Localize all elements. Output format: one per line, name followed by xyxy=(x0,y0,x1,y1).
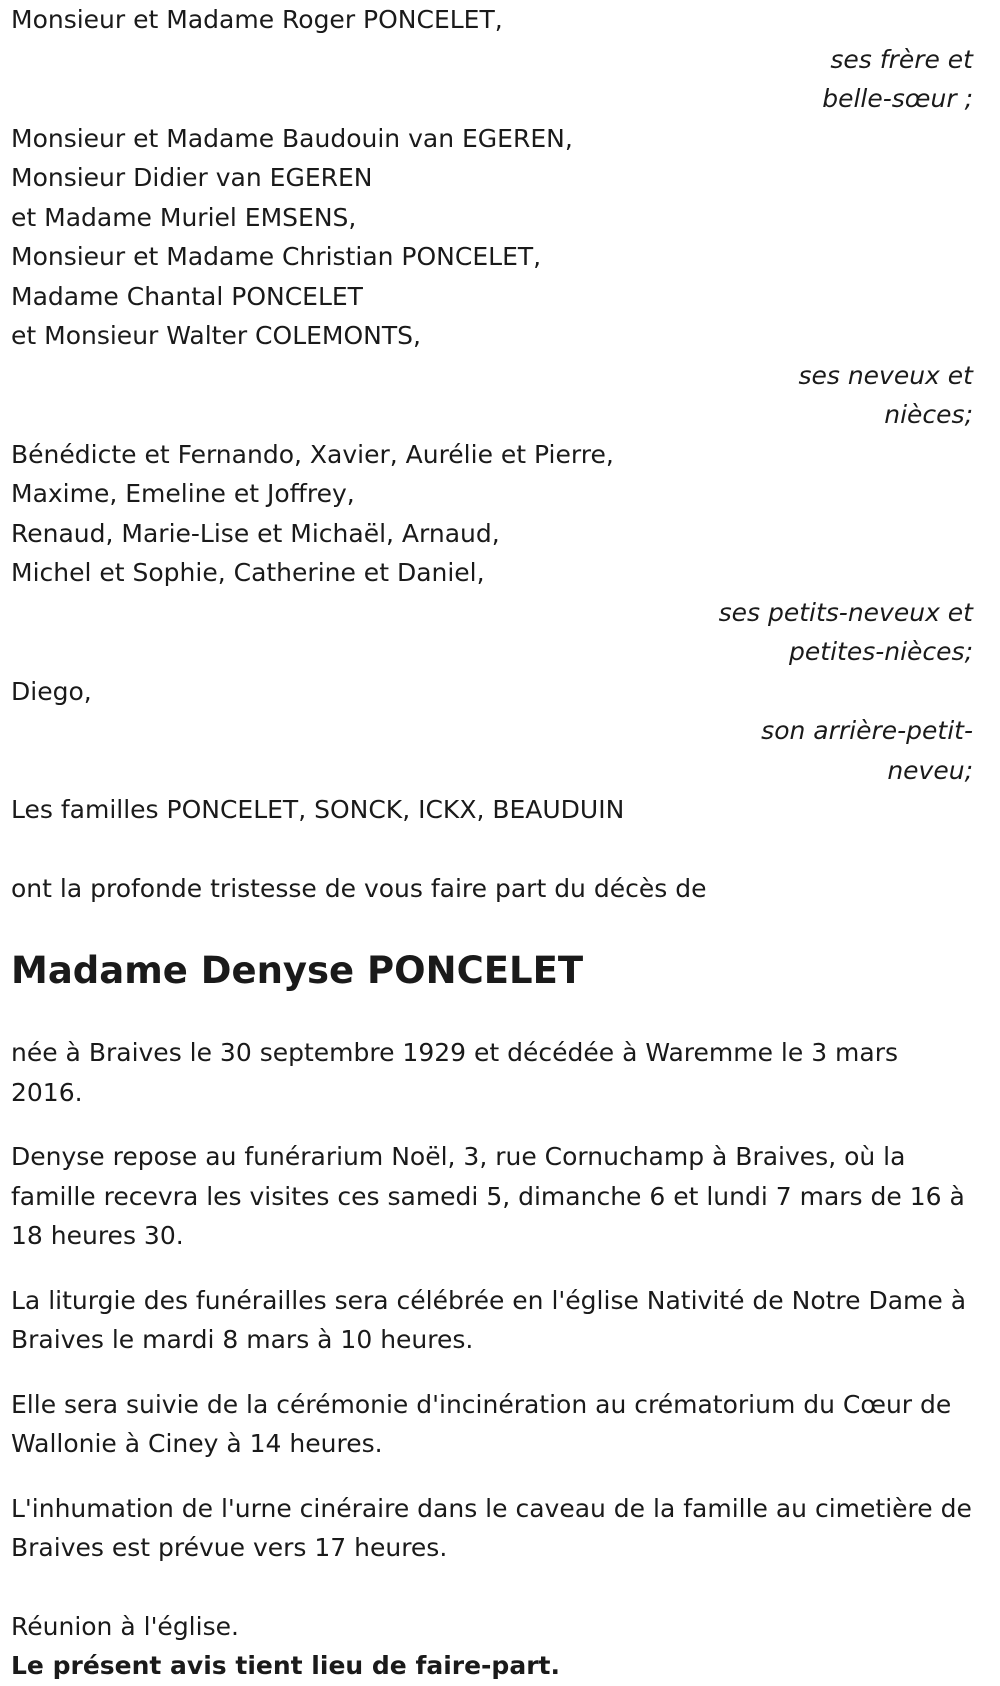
cremation-paragraph: Elle sera suivie de la cérémonie d'incinération au crématorium du Cœur de Wallonie à Ciney à 14 heures. xyxy=(11,1389,952,1458)
announcement-text: ont la profonde tristesse de vous faire part du décès de xyxy=(11,873,707,903)
visitation-paragraph: Denyse repose au funérarium Noël, 3, rue Cornuchamp à Braives, où la famille recevra les visites ces samedi 5, dimanche 6 et lundi 7 mars de 16 à 18 heures 30. xyxy=(11,1142,965,1250)
notice-text: Le présent avis tient lieu de faire-part. xyxy=(11,1651,560,1680)
families-line: Les familles PONCELET, SONCK, ICKX, BEAUDUIN xyxy=(11,795,625,824)
family-member-name: et Madame Muriel EMSENS, xyxy=(11,202,357,232)
family-member-name: Monsieur et Madame Christian PONCELET, xyxy=(11,242,542,271)
birth-death-paragraph: née à Braives le 30 septembre 1929 et décédée à Waremme le 3 mars 2016. xyxy=(11,1038,899,1107)
relation-label: neveu; xyxy=(887,755,973,785)
family-member-name: et Monsieur Walter COLEMONTS, xyxy=(11,321,421,350)
family-member-name: Diego, xyxy=(11,676,92,706)
relation-label: ses frère et xyxy=(830,44,973,74)
sibling-section xyxy=(11,0,973,119)
grand-nephews-section xyxy=(11,435,973,672)
relation-label: ses neveux et xyxy=(798,360,973,390)
relation-label: son arrière-petit- xyxy=(761,716,973,745)
details-section xyxy=(11,1033,973,1568)
family-member-name: Bénédicte et Fernando, Xavier, Aurélie et Pierre, xyxy=(11,439,614,469)
deceased-name: Madame Denyse PONCELET xyxy=(11,949,584,992)
reunion-text: Réunion à l'église. xyxy=(11,1611,239,1641)
family-member-name: Michel et Sophie, Catherine et Daniel, xyxy=(11,558,485,587)
family-member-name: Renaud, Marie-Lise et Michaël, Arnaud, xyxy=(11,518,500,548)
relation-label: belle-sœur ; xyxy=(822,84,973,113)
family-member-name: Madame Chantal PONCELET xyxy=(11,281,363,311)
obituary-notice xyxy=(11,0,973,1686)
family-member-name: Monsieur Didier van EGEREN xyxy=(11,163,373,192)
family-member-name: Maxime, Emeline et Joffrey, xyxy=(11,479,355,508)
relation-label: nièces; xyxy=(884,400,973,429)
relation-label: petites-nièces; xyxy=(789,637,973,666)
great-grand-nephew-section xyxy=(11,672,973,791)
family-member-name: Monsieur et Madame Roger PONCELET, xyxy=(11,5,503,34)
family-member-name: Monsieur et Madame Baudouin van EGEREN, xyxy=(11,123,573,153)
liturgy-paragraph: La liturgie des funérailles sera célébrée en l'église Nativité de Notre Dame à Braives le mardi 8 mars à 10 heures. xyxy=(11,1285,967,1354)
relation-label: ses petits-neveux et xyxy=(718,597,973,627)
burial-paragraph: L'inhumation de l'urne cinéraire dans le caveau de la famille au cimetière de Braives est prévue vers 17 heures. xyxy=(11,1493,972,1562)
nephews-section xyxy=(11,119,973,435)
